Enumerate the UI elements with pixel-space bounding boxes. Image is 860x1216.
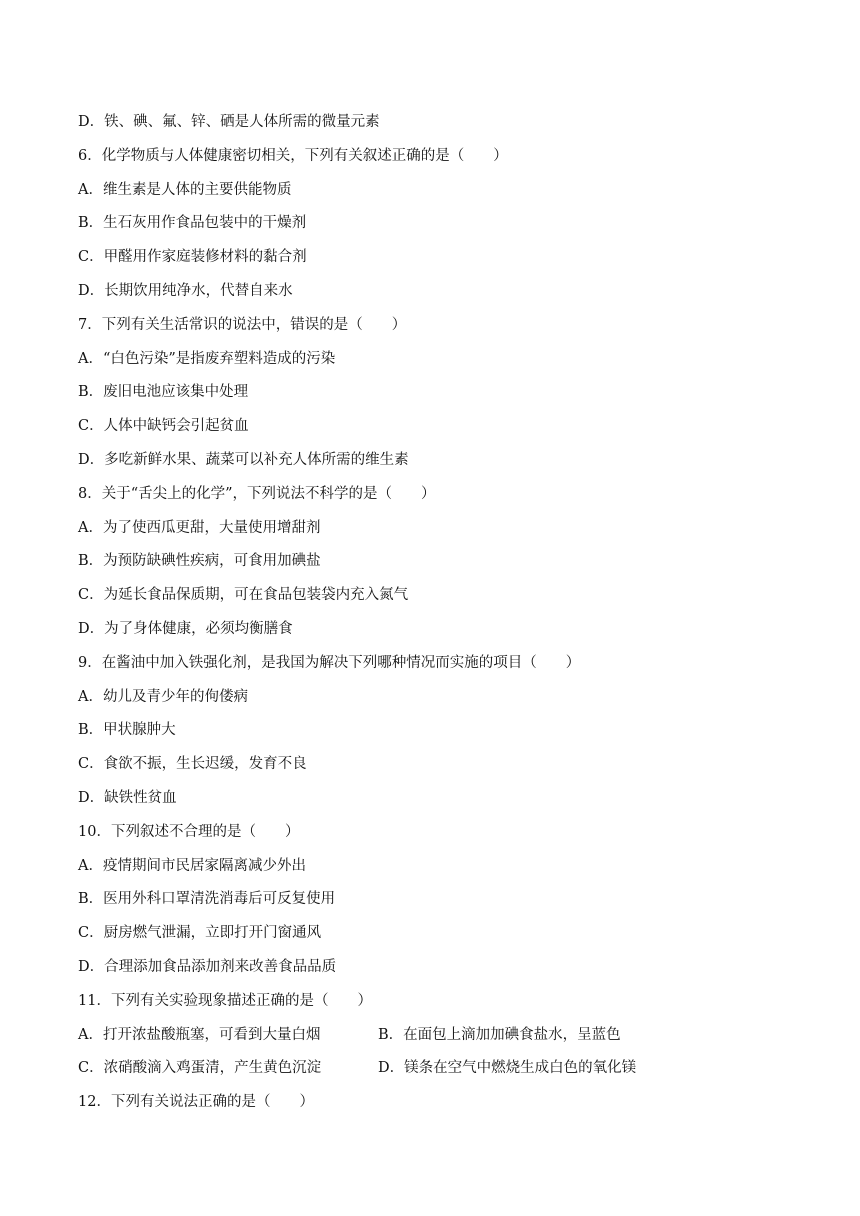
option-text: B．甲状腺肿大 <box>78 722 176 739</box>
option-text: D．合理添加食品添加剂来改善食品品质 <box>78 958 337 975</box>
question-stem: 8．关于“舌尖上的化学”，下列说法不科学的是（ ） <box>78 485 436 502</box>
option-text: C．人体中缺钙会引起贫血 <box>78 418 249 435</box>
option-text: D．镁条在空气中燃烧生成白色的氧化镁 <box>378 1060 637 1077</box>
question-stem: 7．下列有关生活常识的说法中，错误的是（ ） <box>78 316 407 333</box>
question-stem: 9．在酱油中加入铁强化剂，是我国为解决下列哪种情况而实施的项目（ ） <box>78 654 581 671</box>
option-text: C．浓硝酸滴入鸡蛋清，产生黄色沉淀 <box>78 1060 322 1077</box>
option-text: D．铁、碘、氟、锌、硒是人体所需的微量元素 <box>78 114 380 130</box>
option-text: A．打开浓盐酸瓶塞，可看到大量白烟 <box>78 1026 321 1043</box>
question-stem: 10．下列叙述不合理的是（ ） <box>78 823 300 840</box>
question-stem: 6．化学物质与人体健康密切相关，下列有关叙述正确的是（ ） <box>78 147 508 164</box>
option-text: C．为延长食品保质期，可在食品包装袋内充入氮气 <box>78 587 409 604</box>
option-text: A．为了使西瓜更甜，大量使用增甜剂 <box>78 519 321 536</box>
option-text: B．为预防缺碘性疾病，可食用加碘盐 <box>78 553 321 570</box>
option-text: D．缺铁性贫血 <box>78 789 177 806</box>
option-text: A．“白色污染”是指废弃塑料造成的污染 <box>78 350 336 367</box>
option-text: B．生石灰用作食品包装中的干燥剂 <box>78 215 307 232</box>
option-text: B．医用外科口罩清洗消毒后可反复使用 <box>78 891 336 908</box>
question-stem: 11．下列有关实验现象描述正确的是（ ） <box>78 992 372 1009</box>
option-text: D．为了身体健康，必须均衡膳食 <box>78 620 293 637</box>
option-text: B．废旧电池应该集中处理 <box>78 384 249 401</box>
option-text: A．幼儿及青少年的佝偻病 <box>78 688 248 705</box>
option-pair-row <box>78 1054 798 1088</box>
question-list <box>78 108 798 1122</box>
option-pair-row <box>78 1021 798 1055</box>
option-text: C．食欲不振，生长迟缓，发育不良 <box>78 756 307 773</box>
question-stem: 12．下列有关说法正确的是（ ） <box>78 1094 314 1111</box>
option-text: C．厨房燃气泄漏，立即打开门窗通风 <box>78 925 322 942</box>
option-text: A．疫情期间市民居家隔离减少外出 <box>78 857 306 874</box>
option-text: A．维生素是人体的主要供能物质 <box>78 181 292 198</box>
option-text: B．在面包上滴加加碘食盐水，呈蓝色 <box>378 1026 621 1043</box>
option-text: C．甲醛用作家庭装修材料的黏合剂 <box>78 249 307 266</box>
option-text: D．多吃新鲜水果、蔬菜可以补充人体所需的维生素 <box>78 451 409 468</box>
option-text: D．长期饮用纯净水，代替自来水 <box>78 282 293 299</box>
